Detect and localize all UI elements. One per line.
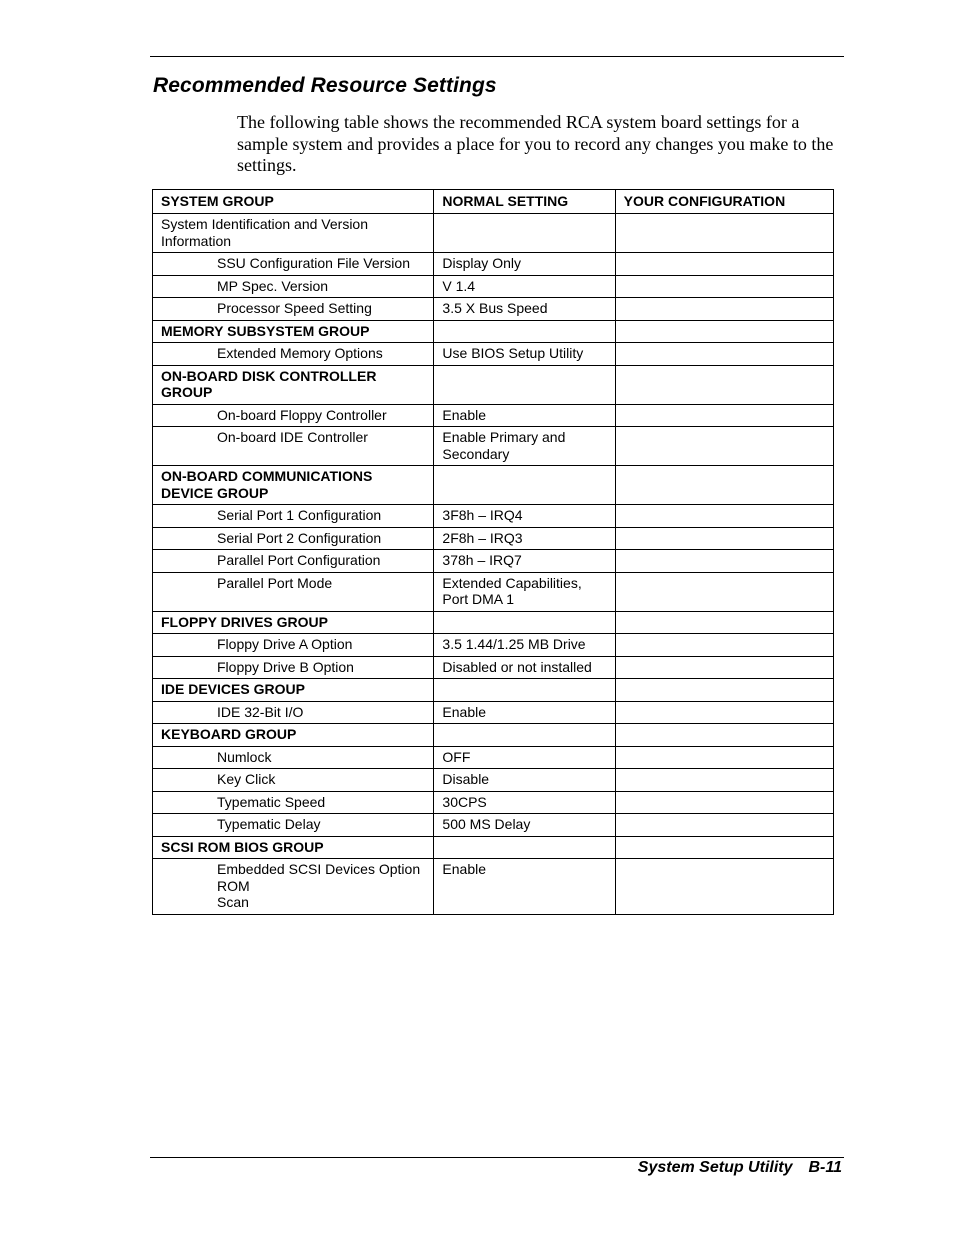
your-configuration-cell bbox=[615, 634, 833, 657]
normal-setting-cell bbox=[434, 611, 615, 634]
setting-name-cell: Numlock bbox=[153, 746, 434, 769]
group-name-cell: IDE DEVICES GROUP bbox=[153, 679, 434, 702]
your-configuration-cell bbox=[615, 611, 833, 634]
table-row bbox=[153, 859, 834, 915]
setting-name-cell: Floppy Drive B Option bbox=[153, 656, 434, 679]
table-row bbox=[153, 656, 834, 679]
table-header-row bbox=[153, 190, 834, 214]
your-configuration-cell bbox=[615, 253, 833, 276]
setting-name-cell: Extended Memory Options bbox=[153, 343, 434, 366]
your-configuration-cell bbox=[615, 365, 833, 404]
page-footer bbox=[638, 1159, 842, 1177]
normal-setting-cell: Enable bbox=[434, 404, 615, 427]
normal-setting-cell: 2F8h – IRQ3 bbox=[434, 527, 615, 550]
resource-settings-table bbox=[152, 189, 834, 915]
table-row bbox=[153, 791, 834, 814]
setting-name-cell: IDE 32-Bit I/O bbox=[153, 701, 434, 724]
table-row bbox=[153, 214, 834, 253]
your-configuration-cell bbox=[615, 814, 833, 837]
setting-name-cell: Parallel Port Configuration bbox=[153, 550, 434, 573]
table-row bbox=[153, 701, 834, 724]
group-header-row bbox=[153, 724, 834, 747]
header-rule bbox=[150, 56, 844, 57]
table-row bbox=[153, 427, 834, 466]
your-configuration-cell bbox=[615, 320, 833, 343]
normal-setting-cell: 500 MS Delay bbox=[434, 814, 615, 837]
setting-name-cell: Parallel Port Mode bbox=[153, 572, 434, 611]
table-row bbox=[153, 298, 834, 321]
table-row bbox=[153, 769, 834, 792]
setting-name-cell: Typematic Speed bbox=[153, 791, 434, 814]
table-row bbox=[153, 572, 834, 611]
group-header-row bbox=[153, 679, 834, 702]
table-row bbox=[153, 505, 834, 528]
normal-setting-cell bbox=[434, 836, 615, 859]
normal-setting-cell: Disable bbox=[434, 769, 615, 792]
intro-paragraph: The following table shows the recommended RCA system board settings for a sample system and provides a place for you to record any changes you make to the settings. bbox=[237, 112, 834, 175]
setting-name-cell: Embedded SCSI Devices Option ROM Scan bbox=[153, 859, 434, 915]
your-configuration-cell bbox=[615, 656, 833, 679]
your-configuration-cell bbox=[615, 298, 833, 321]
normal-setting-cell: Enable bbox=[434, 859, 615, 915]
your-configuration-cell bbox=[615, 427, 833, 466]
group-name-cell: ON-BOARD COMMUNICATIONS DEVICE GROUP bbox=[153, 466, 434, 505]
your-configuration-cell bbox=[615, 701, 833, 724]
footer-section-name: System Setup Utility bbox=[637, 1159, 793, 1176]
normal-setting-cell bbox=[434, 320, 615, 343]
your-configuration-cell bbox=[615, 791, 833, 814]
normal-setting-cell: 30CPS bbox=[434, 791, 615, 814]
normal-setting-cell: Extended Capabilities, Port DMA 1 bbox=[434, 572, 615, 611]
your-configuration-cell bbox=[615, 343, 833, 366]
setting-name-cell: Serial Port 1 Configuration bbox=[153, 505, 434, 528]
normal-setting-cell bbox=[434, 724, 615, 747]
group-name-cell: SCSI ROM BIOS GROUP bbox=[153, 836, 434, 859]
setting-name-cell: On-board IDE Controller bbox=[153, 427, 434, 466]
setting-name-cell: On-board Floppy Controller bbox=[153, 404, 434, 427]
table-body bbox=[153, 214, 834, 915]
normal-setting-cell: Display Only bbox=[434, 253, 615, 276]
normal-setting-cell: 3.5 1.44/1.25 MB Drive bbox=[434, 634, 615, 657]
table-row bbox=[153, 550, 834, 573]
group-name-cell: ON-BOARD DISK CONTROLLER GROUP bbox=[153, 365, 434, 404]
group-name-cell: MEMORY SUBSYSTEM GROUP bbox=[153, 320, 434, 343]
table-row bbox=[153, 527, 834, 550]
footer-page-number: B-11 bbox=[808, 1159, 842, 1176]
section-title: Recommended Resource Settings bbox=[153, 74, 497, 97]
group-header-row bbox=[153, 466, 834, 505]
normal-setting-cell bbox=[434, 214, 615, 253]
normal-setting-cell bbox=[434, 679, 615, 702]
footer-rule bbox=[150, 1157, 844, 1158]
group-header-row bbox=[153, 365, 834, 404]
table-row bbox=[153, 634, 834, 657]
table-row bbox=[153, 746, 834, 769]
normal-setting-cell: V 1.4 bbox=[434, 275, 615, 298]
column-header-normal-setting: NORMAL SETTING bbox=[434, 190, 615, 214]
column-header-your-configuration: YOUR CONFIGURATION bbox=[615, 190, 833, 214]
table-row bbox=[153, 404, 834, 427]
normal-setting-cell: Enable bbox=[434, 701, 615, 724]
your-configuration-cell bbox=[615, 275, 833, 298]
normal-setting-cell: Enable Primary and Secondary bbox=[434, 427, 615, 466]
group-header-row bbox=[153, 320, 834, 343]
normal-setting-cell bbox=[434, 466, 615, 505]
your-configuration-cell bbox=[615, 746, 833, 769]
your-configuration-cell bbox=[615, 404, 833, 427]
setting-name-cell: Key Click bbox=[153, 769, 434, 792]
setting-name-cell: MP Spec. Version bbox=[153, 275, 434, 298]
setting-name-cell: SSU Configuration File Version bbox=[153, 253, 434, 276]
normal-setting-cell: Use BIOS Setup Utility bbox=[434, 343, 615, 366]
your-configuration-cell bbox=[615, 527, 833, 550]
your-configuration-cell bbox=[615, 550, 833, 573]
your-configuration-cell bbox=[615, 724, 833, 747]
your-configuration-cell bbox=[615, 466, 833, 505]
normal-setting-cell: OFF bbox=[434, 746, 615, 769]
your-configuration-cell bbox=[615, 859, 833, 915]
normal-setting-cell: 3.5 X Bus Speed bbox=[434, 298, 615, 321]
table-row bbox=[153, 275, 834, 298]
table-row bbox=[153, 814, 834, 837]
column-header-system-group: SYSTEM GROUP bbox=[153, 190, 434, 214]
group-name-cell: KEYBOARD GROUP bbox=[153, 724, 434, 747]
setting-name-cell: System Identification and Version Information bbox=[153, 214, 434, 253]
your-configuration-cell bbox=[615, 836, 833, 859]
group-header-row bbox=[153, 611, 834, 634]
group-name-cell: FLOPPY DRIVES GROUP bbox=[153, 611, 434, 634]
table-row bbox=[153, 343, 834, 366]
normal-setting-cell: 3F8h – IRQ4 bbox=[434, 505, 615, 528]
setting-name-cell: Typematic Delay bbox=[153, 814, 434, 837]
your-configuration-cell bbox=[615, 769, 833, 792]
your-configuration-cell bbox=[615, 214, 833, 253]
table-row bbox=[153, 253, 834, 276]
group-header-row bbox=[153, 836, 834, 859]
setting-name-cell: Floppy Drive A Option bbox=[153, 634, 434, 657]
your-configuration-cell bbox=[615, 679, 833, 702]
your-configuration-cell bbox=[615, 505, 833, 528]
setting-name-cell: Processor Speed Setting bbox=[153, 298, 434, 321]
setting-name-cell: Serial Port 2 Configuration bbox=[153, 527, 434, 550]
your-configuration-cell bbox=[615, 572, 833, 611]
normal-setting-cell bbox=[434, 365, 615, 404]
normal-setting-cell: 378h – IRQ7 bbox=[434, 550, 615, 573]
normal-setting-cell: Disabled or not installed bbox=[434, 656, 615, 679]
